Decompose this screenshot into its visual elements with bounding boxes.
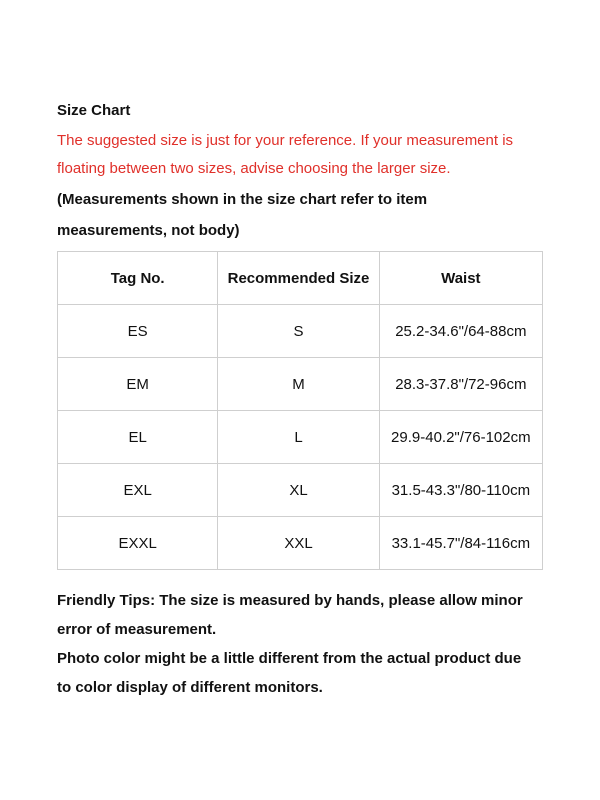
notice-line-1: The suggested size is just for your reference. If your measurement is (57, 132, 514, 149)
table-row (58, 305, 543, 358)
recommended-size-cell: XXL (218, 517, 379, 570)
header-tag-no: Tag No. (58, 252, 218, 305)
waist-cell: 28.3-37.8"/72-96cm (379, 358, 542, 411)
recommended-size-cell: S (218, 305, 379, 358)
measurement-note (57, 185, 547, 245)
recommended-size-cell: L (218, 411, 379, 464)
tag-no-cell: ES (58, 305, 218, 358)
tips-line-2: error of measurement. (57, 621, 217, 638)
table-header-row (58, 252, 543, 305)
measurement-note-line-1: (Measurements shown in the size chart refer to item (57, 191, 428, 208)
waist-cell: 31.5-43.3"/80-110cm (379, 464, 542, 517)
tips-line-1: Friendly Tips: The size is measured by hands, please allow minor (57, 592, 523, 609)
reference-notice (57, 127, 547, 183)
tag-no-cell: EL (58, 411, 218, 464)
waist-cell: 25.2-34.6"/64-88cm (379, 305, 542, 358)
tag-no-cell: EXL (58, 464, 218, 517)
table-row (58, 517, 543, 570)
tips-line-4: to color display of different monitors. (57, 679, 323, 696)
notice-line-2: floating between two sizes, advise choosing the larger size. (57, 160, 451, 177)
size-table (57, 251, 543, 570)
table-row (58, 464, 543, 517)
waist-cell: 29.9-40.2"/76-102cm (379, 411, 542, 464)
header-recommended-size: Recommended Size (218, 252, 379, 305)
size-chart-title: Size Chart (57, 102, 131, 119)
waist-cell: 33.1-45.7"/84-116cm (379, 517, 542, 570)
size-chart-document (57, 100, 547, 702)
header-waist: Waist (379, 252, 542, 305)
tips-line-3: Photo color might be a little different from the actual product due (57, 650, 522, 667)
table-row (58, 411, 543, 464)
recommended-size-cell: M (218, 358, 379, 411)
friendly-tips (57, 586, 547, 702)
tag-no-cell: EM (58, 358, 218, 411)
tag-no-cell: EXXL (58, 517, 218, 570)
table-row (58, 358, 543, 411)
recommended-size-cell: XL (218, 464, 379, 517)
measurement-note-line-2: measurements, not body) (57, 222, 240, 239)
